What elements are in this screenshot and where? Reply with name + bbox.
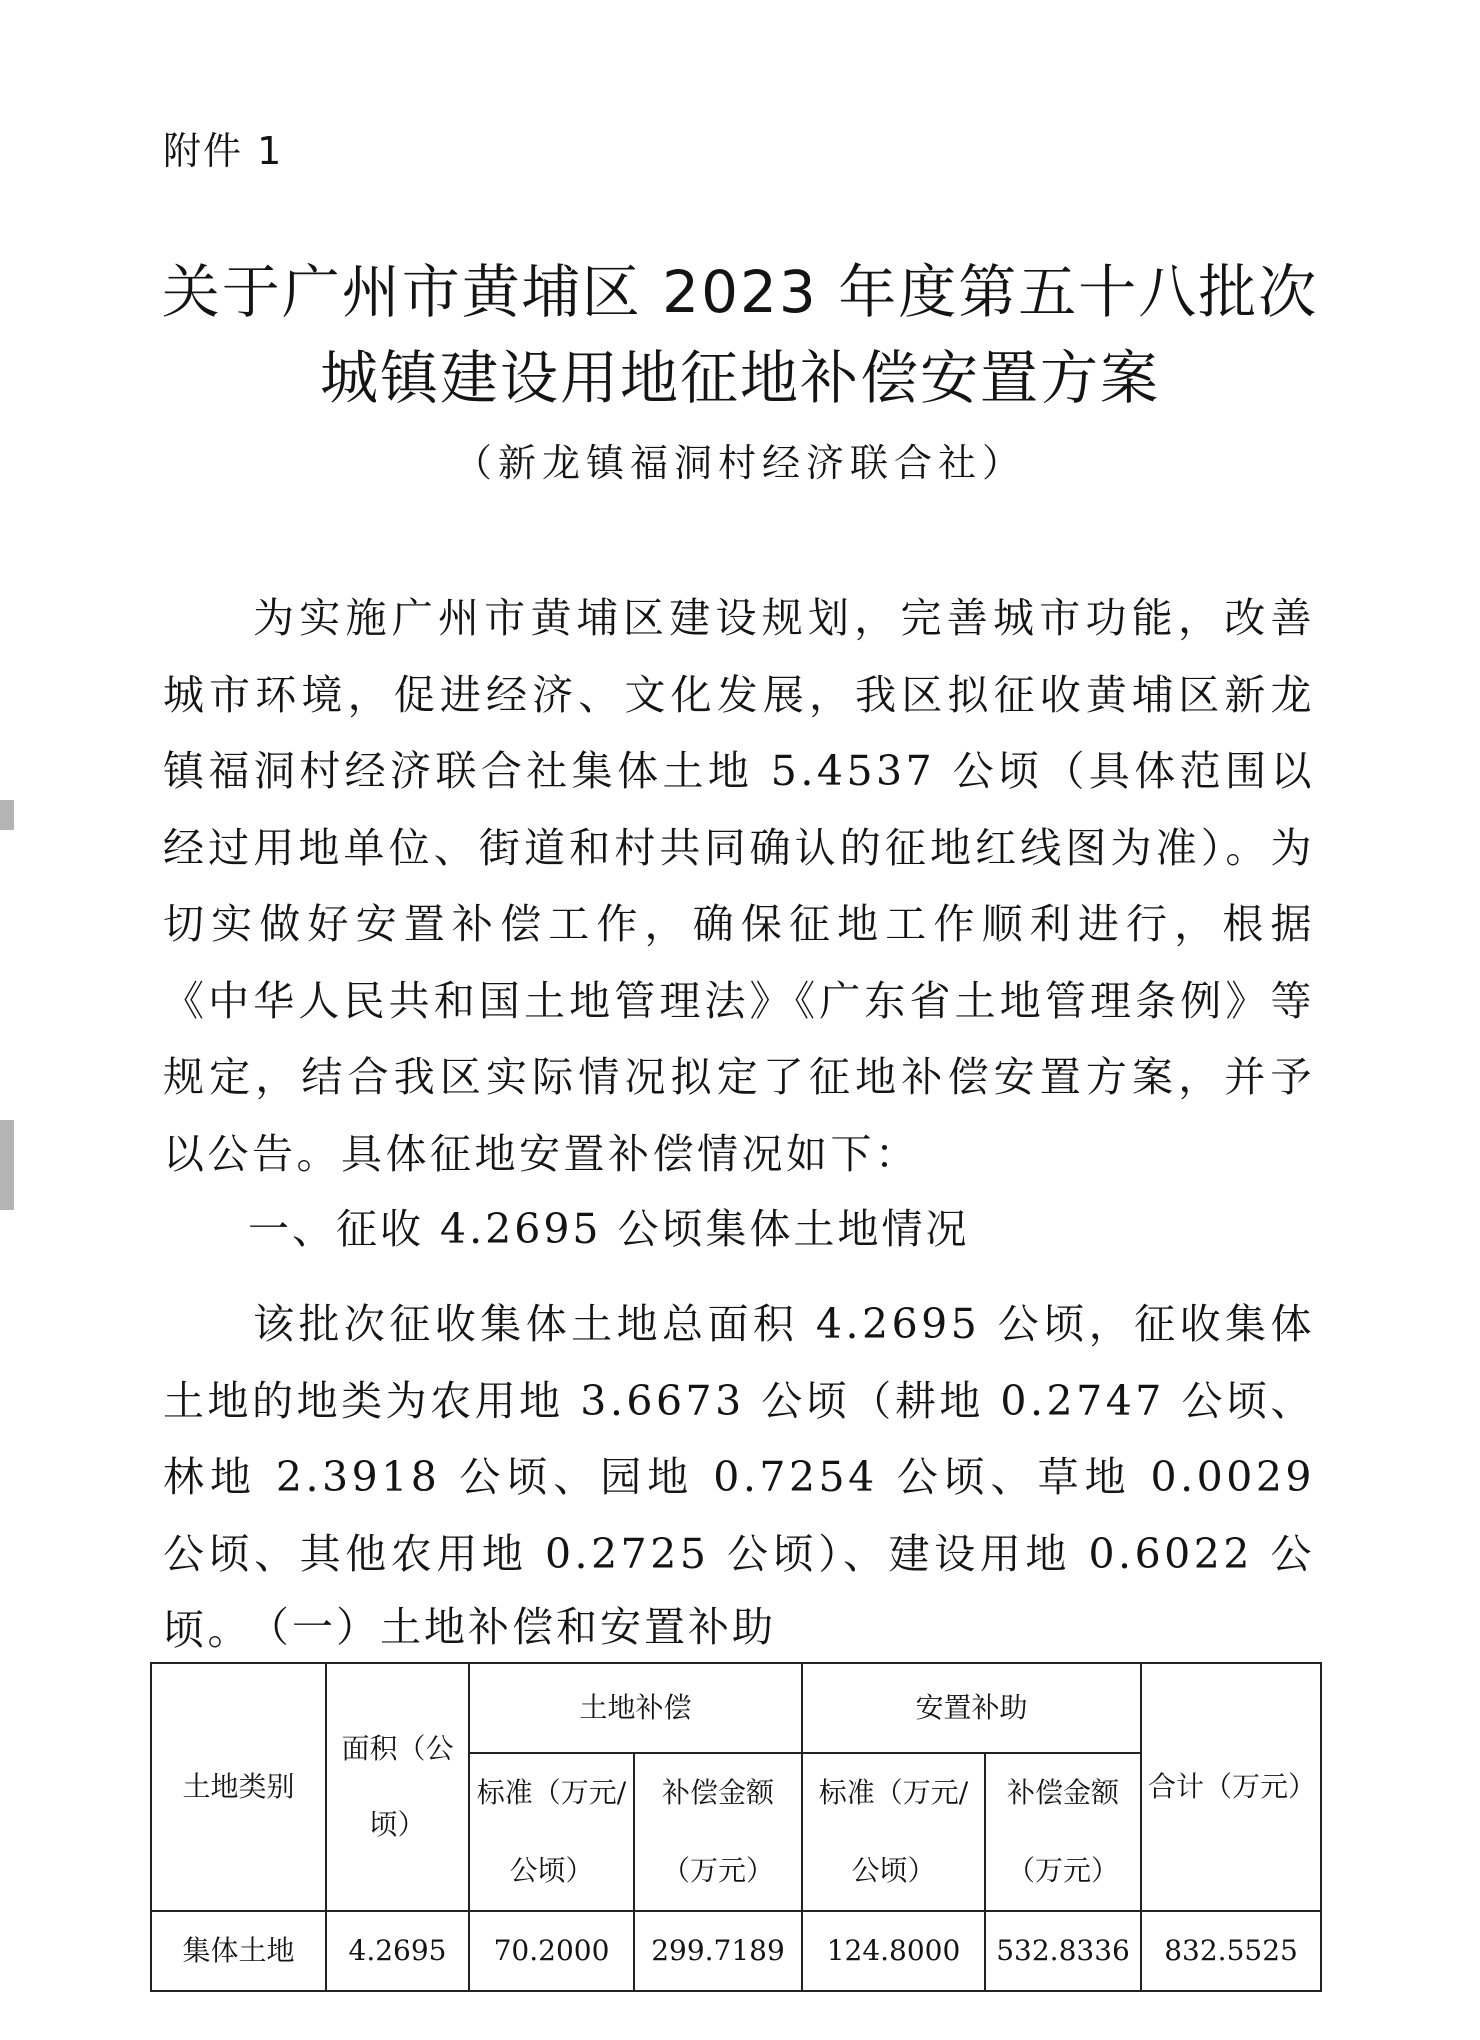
- document-title-line1: 关于广州市黄埔区 2023 年度第五十八批次: [161, 258, 1319, 326]
- cell-resettle-standard: 124.8000: [802, 1911, 985, 1991]
- section-heading-1: 一、征收 4.2695 公顷集体土地情况: [248, 1205, 970, 1253]
- cell-resettle-amount: 532.8336: [985, 1911, 1141, 1991]
- header-land-amount: 补偿金额（万元）: [634, 1753, 802, 1911]
- scan-artifact: [0, 800, 14, 830]
- header-resettle-amount: 补偿金额（万元）: [985, 1753, 1141, 1911]
- intro-paragraph: 为实施广州市黄埔区建设规划，完善城市功能，改善城市环境，促进经济、文化发展，我区拟征收黄埔区新龙镇福洞村经济联合社集体土地 5.4537 公顷（具体范围以经过用地单位、街道和村共同确认的征地红线图为准）。为切实做好安置补偿工作，确保征地工作顺利进行，根据《中华人民共和国土地管理法》《广东省土地管理条例》等规定，结合我区实际情况拟定了征地补偿安置方案，并予以公告。具体征地安置补偿情况如下：: [163, 594, 1315, 1178]
- document-title-line2: 城镇建设用地征地补偿安置方案: [319, 344, 1160, 412]
- cell-land-standard: 70.2000: [469, 1911, 634, 1991]
- cell-land-type: 集体土地: [151, 1911, 326, 1991]
- document-subtitle: （新龙镇福洞村经济联合社）: [453, 441, 1026, 485]
- cell-total: 832.5525: [1141, 1911, 1321, 1991]
- subsection-heading: （一）土地补偿和安置补助: [248, 1603, 776, 1651]
- cell-land-amount: 299.7189: [634, 1911, 802, 1991]
- table-row: [151, 1911, 1321, 1991]
- header-land-type: 土地类别: [151, 1663, 326, 1911]
- scan-artifact: [0, 1120, 14, 1210]
- header-land-compensation: 土地补偿: [469, 1663, 802, 1753]
- header-land-standard: 标准（万元/公顷）: [469, 1753, 634, 1911]
- header-total: 合计（万元）: [1141, 1663, 1321, 1911]
- header-resettlement-subsidy: 安置补助: [802, 1663, 1141, 1753]
- header-resettle-standard: 标准（万元/公顷）: [802, 1753, 985, 1911]
- compensation-table: [150, 1662, 1322, 1992]
- land-area-paragraph: 该批次征收集体土地总面积 4.2695 公顷，征收集体土地的地类为农用地 3.6673 公顷（耕地 0.2747 公顷、林地 2.3918 公顷、园地 0.7254 公顷、草地 0.0029 公顷、其他农用地 0.2725 公顷）、建设用地 0.6022 公顷。: [163, 1300, 1315, 1654]
- header-area: 面积（公顷）: [326, 1663, 469, 1911]
- cell-area: 4.2695: [326, 1911, 469, 1991]
- annex-label: 附件 1: [163, 129, 284, 173]
